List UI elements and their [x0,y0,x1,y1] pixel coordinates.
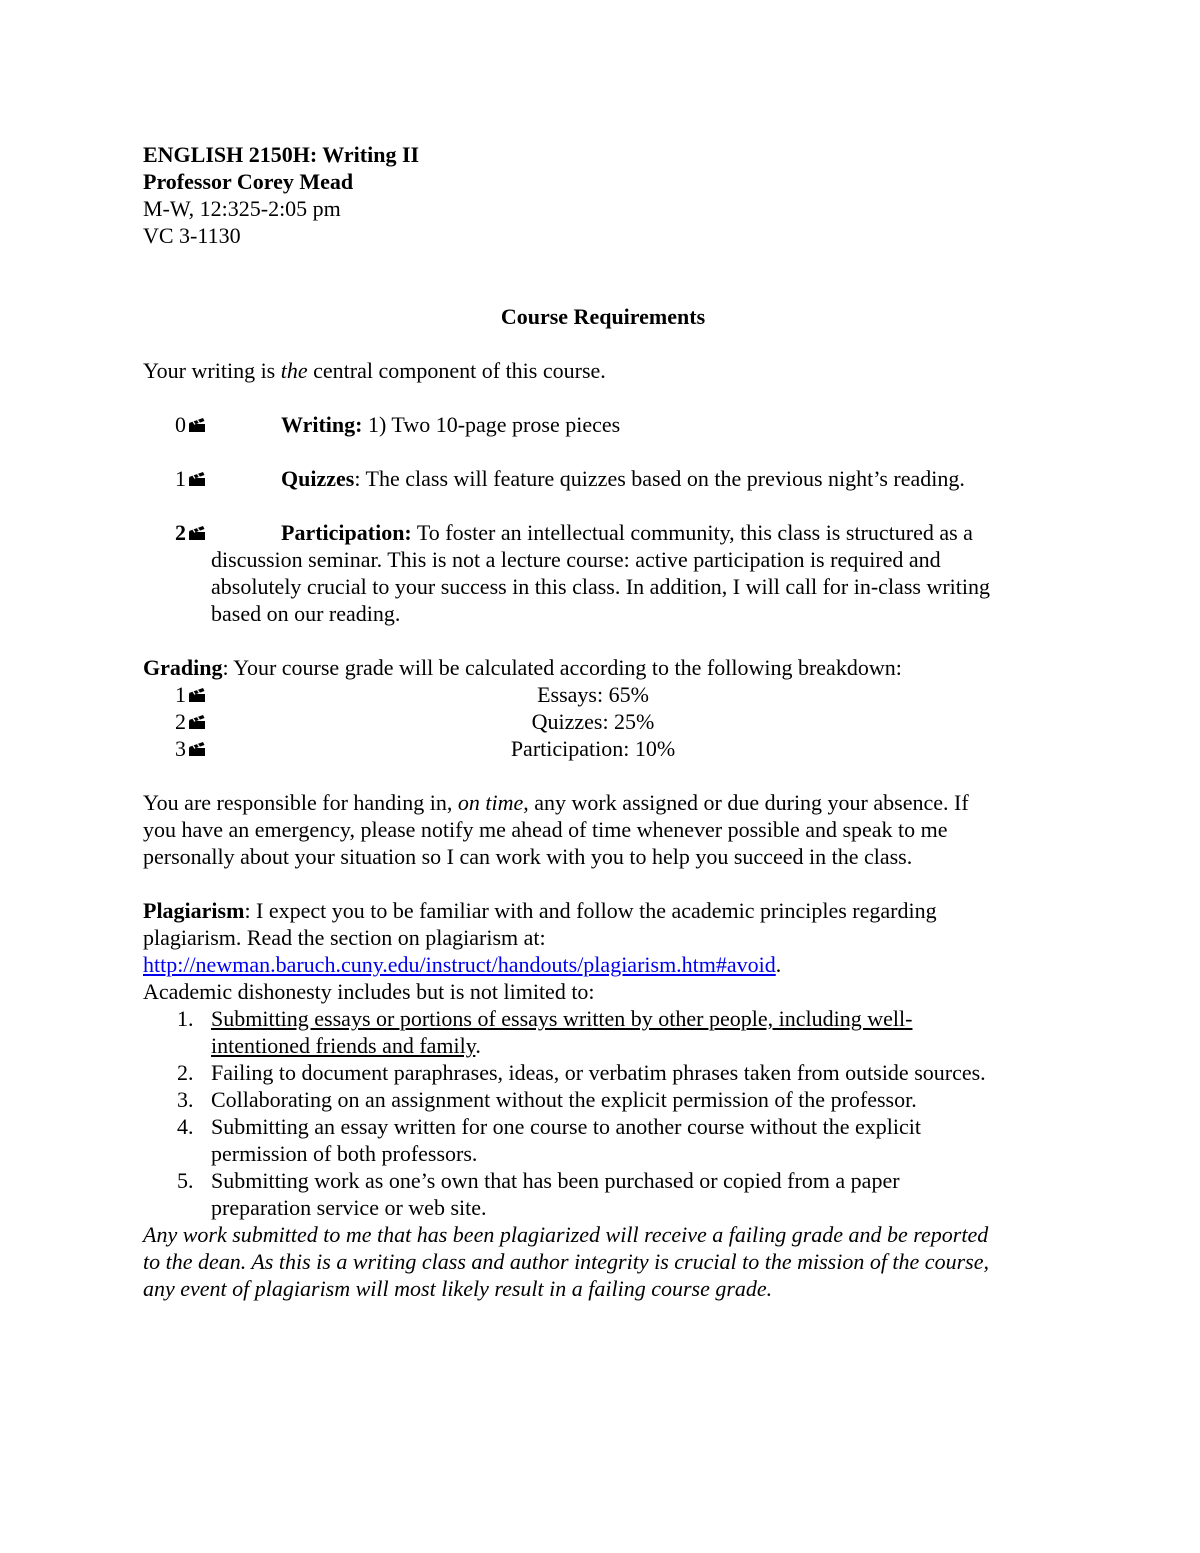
list-item: 5. Submitting work as one’s own that has been purchased or copied from a paper preparation service or web site. [177,1168,900,1220]
course-title: ENGLISH 2150H: Writing II [143,142,420,167]
requirement-quizzes: 1 Quizzes: The class will feature quizzes based on the previous night’s reading. [175,466,965,491]
plagiarism-warning: Any work submitted to me that has been plagiarized will receive a failing grade and be reported to the dean. As this is a writing class and author integrity is crucial to the mission of the course, any event of plagiarism will most likely result in a failing course grade. [143,1222,989,1301]
section-title: Course Requirements [500,304,706,329]
dishonesty-list [143,1005,1063,1221]
list-item: 4. Submitting an essay written for one course to another course without the explicit permission of both professors. [177,1114,921,1166]
class-room: VC 3-1130 [143,223,241,248]
intro-sentence: Your writing is the central component of this course. [143,358,606,383]
dishonesty-intro: Academic dishonesty includes but is not limited to: [143,979,595,1004]
grade-row-essays: 1 Essays: 65% [175,682,649,707]
document-page [143,141,1063,1302]
grade-row-participation: 3 Participation: 10% [175,736,676,761]
list-item: 1. Submitting essays or portions of essays written by other people, including well- intentioned friends and family. [177,1006,913,1058]
responsibility-paragraph: You are responsible for handing in, on time, any work assigned or due during your absence. If you have an emergency, please notify me ahead of time whenever possible and speak to me personally about your situation so I can work with you to help you succeed in the class. [143,790,969,869]
course-header [143,141,1063,249]
grading-intro: Grading: Your course grade will be calculated according to the following breakdown: [143,655,902,680]
clapperboard-icon [188,471,206,487]
clapperboard-icon [188,525,206,541]
requirement-number: 1 [175,465,206,492]
professor-name: Professor Corey Mead [143,169,354,194]
plagiarism-section: Plagiarism: I expect you to be familiar with and follow the academic principles regarding plagiarism. Read the section on plagiarism at: http://newman.baruch.cuny.edu/instruct/handouts/plagiarism.htm#avoid. Academic dishonesty includes but is not limited to: 1. Submitting essays or portions of essays written by other people, including well- intentioned friends and family. 2. Failing to document paraphrases, ideas, or verbatim phrases taken from outside sources. 3. Collaborating on an assignment without the explicit permission of the professor. 4. Submitting an essay written for one course to another course without the explicit permission of both professors. 5. Submitting work as one’s own that has been purchased or copied from a paper preparation service or web site. Any work submitted to me that has been plagiarized will receive a failing grade and be reported to the dean. As this is a writing class and author integrity is crucial to the mission of the course, any event of plagiarism will most likely result in a failing course grade. [143,897,1063,1302]
requirement-writing: 0 Writing: 1) Two 10-page prose pieces [175,412,621,437]
requirement-number: 0 [175,411,206,438]
list-item: 3. Collaborating on an assignment without the explicit permission of the professor. [177,1087,917,1112]
class-schedule: M-W, 12:325-2:05 pm [143,196,341,221]
list-item: 2. Failing to document paraphrases, ideas, or verbatim phrases taken from outside sources. [177,1060,986,1085]
requirement-participation: 2 Participation: To foster an intellectual community, this class is structured as a discussion seminar. This is not a lecture course: active participation is required and absolutely crucial to your success in this class. In addition, I will call for in-class writing based on our reading. [175,520,990,626]
clapperboard-icon [188,417,206,433]
grade-row-quizzes: 2 Quizzes: 25% [175,709,655,734]
plagiarism-policy-link[interactable]: http://newman.baruch.cuny.edu/instruct/handouts/plagiarism.htm#avoid [143,952,776,977]
requirement-number: 2 [175,519,206,546]
